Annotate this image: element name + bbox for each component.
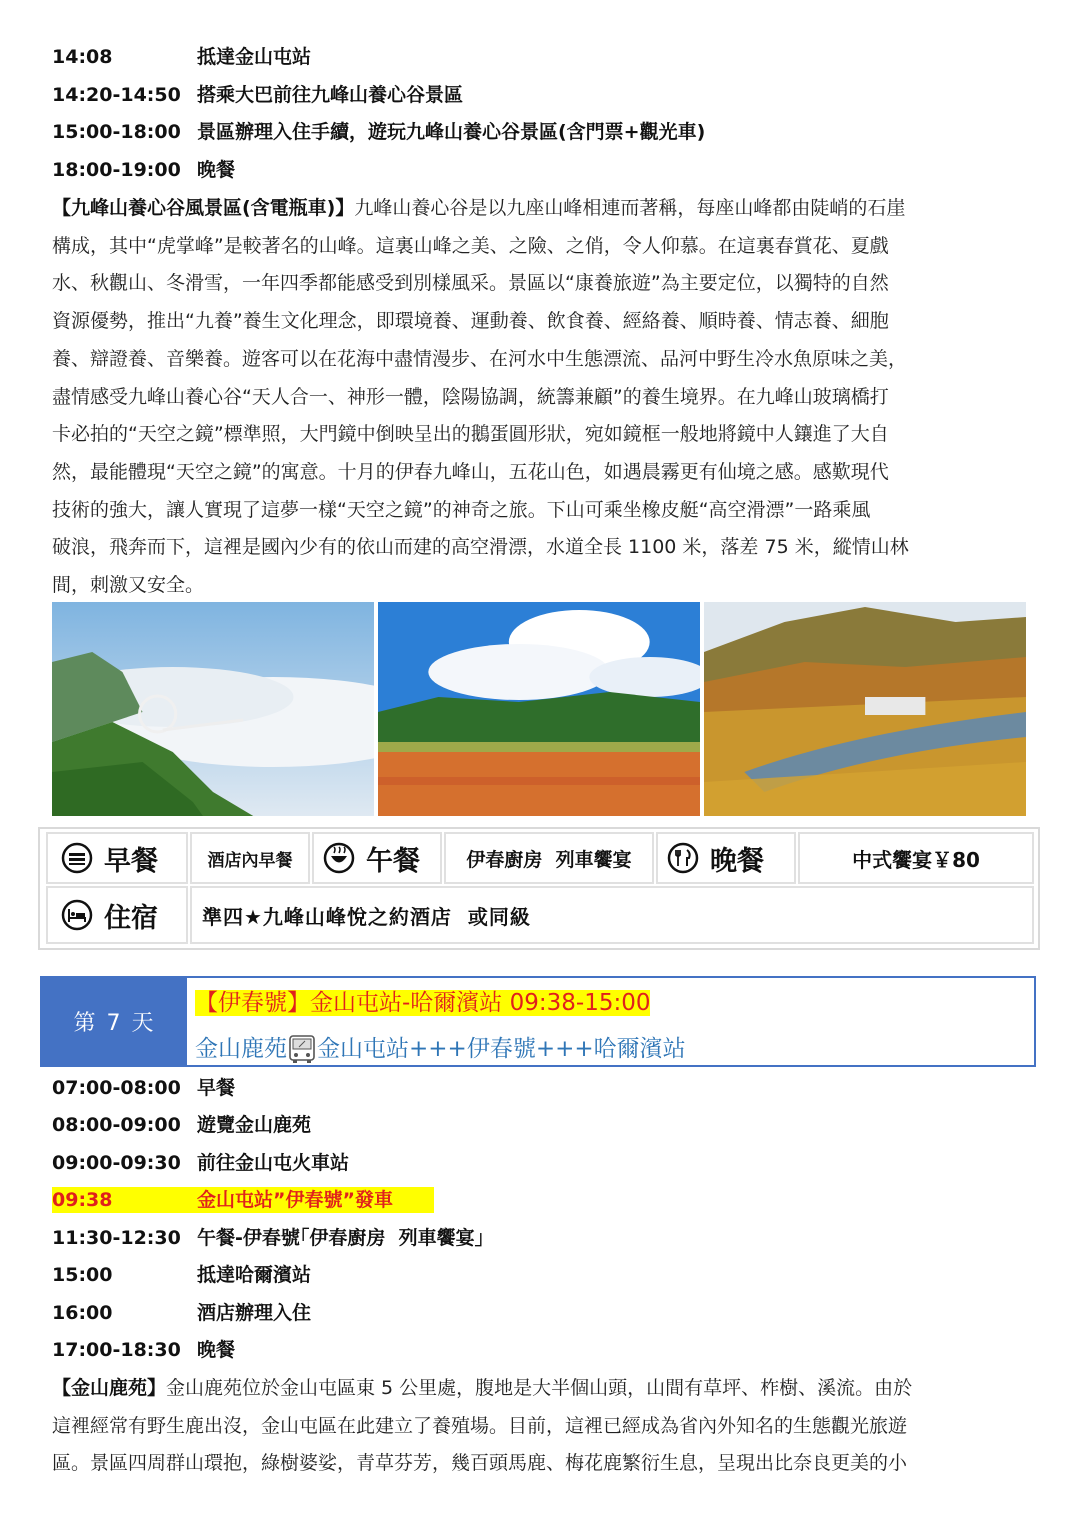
para-line: 資源優勢，推出“九養”養生文化理念，即環境養、運動養、飲食養、經絡養、順時養、情志養、細胞 [52, 310, 889, 333]
dinner-label: 晚餐 [710, 845, 764, 877]
schedule-desc: 遊覽金山鹿苑 [197, 1114, 312, 1136]
para-line: 這裡經常有野生鹿出沒，金山屯區在此建立了養殖場。目前，這裡已經成為省內外知名的生態觀光旅遊 [52, 1414, 908, 1437]
schedule-row [52, 157, 235, 183]
deer-park-description [52, 1370, 1026, 1483]
para-line: 卡必拍的“天空之鏡”標準照，大門鏡中倒映呈出的鵝蛋圓形狀，宛如鏡框一般地將鏡中人鑲進了大自 [52, 423, 889, 446]
stay-value: 準四★九峰山峰悅之約酒店 或同級 [202, 904, 531, 929]
day-route [195, 1032, 686, 1066]
breakfast-icon [60, 841, 94, 875]
schedule-row [52, 1075, 235, 1101]
dinner-value-cell [798, 832, 1034, 884]
photo-autumn-valley [704, 602, 1026, 816]
day-number: 第 7 天 [42, 978, 187, 1065]
schedule-row [52, 1300, 311, 1326]
breakfast-value: 酒店內早餐 [207, 850, 293, 871]
stay-value-cell [190, 886, 1034, 944]
lunch-label-cell [312, 832, 442, 884]
photo-glass-bridge-sea-of-clouds [52, 602, 374, 816]
stay-label: 住宿 [104, 902, 158, 934]
schedule-desc: 抵達哈爾濱站 [197, 1264, 312, 1286]
para-line: 水、秋觀山、冬滑雪，一年四季都能感受到別樣風采。景區以“康養旅遊”為主要定位，以獨特的自然 [52, 272, 889, 295]
schedule-time: 09:38 [52, 1189, 113, 1211]
para-line: 破浪，飛奔而下，這裡是國內少有的依山而建的高空滑漂，水道全長 1100 米，落差 75 米，縱情山林 [52, 536, 909, 559]
schedule-desc: 午餐-伊春號｢伊春廚房 列車饗宴」 [197, 1227, 494, 1249]
stay-label-cell [46, 886, 188, 944]
schedule-desc: 金山屯站”伊春號”發車 [197, 1189, 393, 1211]
breakfast-label-cell [46, 832, 188, 884]
schedule-desc: 晚餐 [197, 159, 236, 181]
lunch-value: 伊春廚房 列車饗宴 [466, 848, 632, 871]
bus-icon [287, 1032, 317, 1066]
schedule-desc: 酒店辦理入住 [197, 1302, 312, 1324]
schedule-row [52, 82, 463, 108]
route-rest: 金山屯站+++伊春號+++哈爾濱站 [317, 1036, 686, 1062]
breakfast-value-cell [190, 832, 310, 884]
day-header [40, 976, 1036, 1067]
schedule-row [52, 1112, 311, 1138]
schedule-time: 18:00-19:00 [52, 159, 181, 181]
section-heading: 【金山鹿苑】 [52, 1377, 167, 1399]
schedule-desc: 景區辦理入住手續，遊玩九峰山養心谷景區(含門票+觀光車) [197, 121, 706, 143]
schedule-time: 15:00 [52, 1264, 113, 1286]
para-line: 區。景區四周群山環抱，綠樹婆娑，青草芬芳，幾百頭馬鹿、梅花鹿繁衍生息，呈現出比奈良更美的小 [52, 1452, 908, 1475]
dinner-icon [666, 841, 700, 875]
scenic-description [52, 190, 1026, 605]
schedule-desc: 早餐 [197, 1077, 236, 1099]
bed-icon [60, 898, 94, 932]
schedule-row-highlight [52, 1187, 434, 1213]
photo-strip [52, 602, 1026, 816]
schedule-desc: 晚餐 [197, 1339, 236, 1361]
para-line: 盡情感受九峰山養心谷“天人合一、神形一體，陰陽協調，統籌兼顧”的養生境界。在九峰山玻璃橋打 [52, 385, 889, 408]
para-line: 技術的強大，讓人實現了這夢一樣“天空之鏡”的神奇之旅。下山可乘坐橡皮艇“高空滑漂”一路乘風 [52, 498, 871, 521]
schedule-row [52, 119, 705, 145]
schedule-time: 11:30-12:30 [52, 1227, 181, 1249]
schedule-desc: 抵達金山屯站 [197, 46, 312, 68]
dinner-label-cell [656, 832, 796, 884]
schedule-desc: 前往金山屯火車站 [197, 1152, 350, 1174]
schedule-row [52, 1225, 494, 1251]
schedule-time: 17:00-18:30 [52, 1339, 181, 1361]
schedule-row [52, 1337, 235, 1363]
lunch-icon [322, 841, 356, 875]
day-title: 【伊春號】金山屯站-哈爾濱站 09:38-15:00 [195, 990, 651, 1016]
dinner-value: 中式饗宴￥80 [852, 847, 980, 872]
schedule-row [52, 44, 311, 70]
para-line: 構成，其中“虎掌峰”是較著名的山峰。這裏山峰之美、之險、之俏，令人仰慕。在這裏春賞花、夏戲 [52, 234, 889, 257]
photo-flower-field [378, 602, 700, 816]
para-line: 養、辯證養、音樂養。遊客可以在花海中盡情漫步、在河水中生態漂流、品河中野生冷水魚原味之美， [52, 347, 908, 370]
schedule-time: 08:00-09:00 [52, 1114, 181, 1136]
para-line: 然，最能體現“天空之鏡”的寓意。十月的伊春九峰山，五花山色，如遇晨霧更有仙境之感。感歎現代 [52, 460, 889, 483]
lunch-value-cell [444, 832, 654, 884]
schedule-time: 15:00-18:00 [52, 121, 181, 143]
lunch-label: 午餐 [366, 845, 420, 877]
section-heading: 【九峰山養心谷風景區(含電瓶車)】 [52, 197, 355, 219]
breakfast-label: 早餐 [104, 845, 158, 877]
para-line: 間，刺激又安全。 [52, 574, 205, 597]
schedule-row [52, 1150, 349, 1176]
schedule-time: 07:00-08:00 [52, 1077, 181, 1099]
schedule-time: 09:00-09:30 [52, 1152, 181, 1174]
schedule-time: 16:00 [52, 1302, 113, 1324]
schedule-desc: 搭乘大巴前往九峰山養心谷景區 [197, 84, 464, 106]
para-line: 【九峰山養心谷風景區(含電瓶車)】九峰山養心谷是以九座山峰相連而著稱，每座山峰都由陡峭的石崖 [52, 197, 906, 219]
route-start: 金山鹿苑 [195, 1036, 287, 1062]
schedule-time: 14:08 [52, 46, 113, 68]
meals-table [38, 827, 1040, 950]
schedule-time: 14:20-14:50 [52, 84, 181, 106]
schedule-row [52, 1262, 311, 1288]
para-line: 【金山鹿苑】金山鹿苑位於金山屯區東 5 公里處，腹地是大半個山頭，山間有草坪、柞樹、溪流。由於 [52, 1377, 913, 1399]
